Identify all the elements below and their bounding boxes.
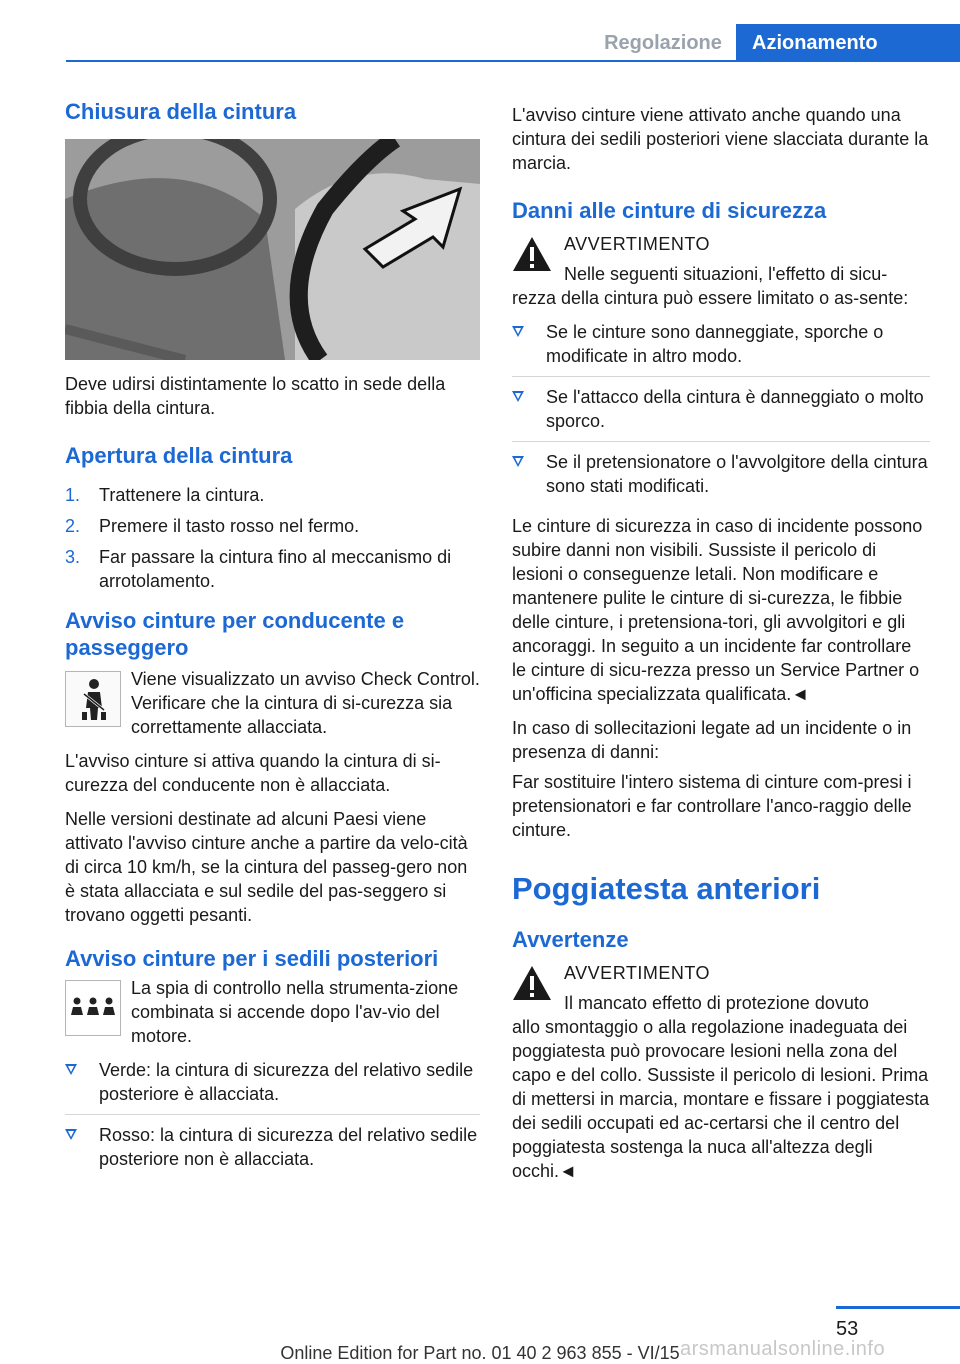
header-tab-regolazione[interactable]: Regolazione xyxy=(604,32,722,54)
right-column xyxy=(512,103,930,1193)
section-title-danni: Danni alle cinture di sicurezza xyxy=(512,198,827,223)
seatbelt-warning-text: Viene visualizzato un avviso Check Control. Verificare che la cintura di si-curezza sia correttamente allacciata. xyxy=(131,669,480,737)
step-text: Trattenere la cintura. xyxy=(99,485,265,505)
page-header xyxy=(0,0,960,60)
triangle-bullet-icon xyxy=(512,391,524,402)
seatbelt-photo xyxy=(65,139,480,360)
warning-block-danni xyxy=(512,232,930,286)
triangle-bullet-icon xyxy=(512,326,524,337)
seatbelt-illustration xyxy=(65,139,480,360)
paragraph-avviso-1: L'avviso cinture si attiva quando la cintura di si-curezza del conducente non è allacciata. xyxy=(65,751,441,795)
seatbelt-warning-block xyxy=(65,667,480,739)
list-item xyxy=(65,1058,480,1115)
rear-seat-status-list xyxy=(65,1058,480,1179)
list-item xyxy=(65,514,480,538)
bullet-text: Verde: la cintura di sicurezza del relativo sedile posteriore è allacciata. xyxy=(99,1060,474,1104)
paragraph-chiusura: Deve udirsi distintamente lo scatto in sede della fibbia della cintura. xyxy=(65,374,446,418)
list-item xyxy=(65,545,480,593)
paragraph-avviso-2: Nelle versioni destinate ad alcuni Paesi viene attivato l'avviso cinture anche a partire da velo-cità di circa 10 km/h, se la cintura del passeg-gero non è stata allacciata e sul sedile del pas-seggero si trovano oggetti pesanti. xyxy=(65,809,468,925)
header-rule xyxy=(66,60,960,62)
seatbelt-warning-icon xyxy=(65,671,121,727)
triangle-bullet-icon xyxy=(512,456,524,467)
rear-seat-occupants-icon xyxy=(65,980,121,1036)
watermark: arsmanualsonline.info xyxy=(680,1338,886,1360)
page-number: 53 xyxy=(836,1318,859,1340)
list-item xyxy=(65,483,480,507)
list-item xyxy=(512,385,930,442)
paragraph-danni-2: In caso di sollecitazioni legate ad un incidente o in presenza di danni: xyxy=(512,718,912,762)
rear-seat-warning-block xyxy=(65,976,480,1048)
edition-footer: Online Edition for Part no. 01 40 2 963 855 - VI/15 xyxy=(280,1343,680,1363)
triangle-bullet-icon xyxy=(65,1129,77,1140)
section-title-avviso-posteriori: Avviso cinture per i sedili posteriori xyxy=(65,946,439,971)
warning-text-rest: rezza della cintura può essere limitato o as-sente: xyxy=(512,288,909,308)
chapter-title-poggiatesta: Poggiatesta anteriori xyxy=(512,871,821,906)
warning-block-poggiatesta xyxy=(512,961,930,1015)
triangle-bullet-icon xyxy=(65,1064,77,1075)
list-item xyxy=(512,320,930,377)
warning-triangle-icon xyxy=(512,236,552,272)
step-text: Premere il tasto rosso nel fermo. xyxy=(99,516,360,536)
bullet-text: Se le cinture sono danneggiate, sporche o modificate in altro modo. xyxy=(546,322,884,366)
warning-triangle-icon xyxy=(512,965,552,1001)
paragraph-danni-3: Far sostituire l'intero sistema di cinture com-presi i pretensionatori e far controllare l'anco-raggio delle cinture. xyxy=(512,772,912,840)
list-item xyxy=(65,1123,480,1179)
left-column xyxy=(65,98,480,1187)
step-text: Far passare la cintura fino al meccanismo di arrotolamento. xyxy=(99,547,452,591)
steps-list xyxy=(65,483,480,593)
warning-text-first-line: Nelle seguenti situazioni, l'effetto di sicu- xyxy=(564,264,888,284)
footer-rule xyxy=(836,1306,960,1309)
section-title-apertura: Apertura della cintura xyxy=(65,443,293,468)
bullet-text: Se il pretensionatore o l'avvolgitore della cintura sono stati modificati. xyxy=(546,452,928,496)
warning-heading: AVVERTIMENTO xyxy=(564,963,711,983)
step-number: 3. xyxy=(65,547,81,567)
section-title-avviso-conducente: Avviso cinture per conducente e passeggero xyxy=(65,608,405,660)
step-number: 2. xyxy=(65,516,81,536)
warning-text-first-line: Il mancato effetto di protezione dovuto xyxy=(564,993,869,1013)
section-title-avvertenze: Avvertenze xyxy=(512,927,629,952)
bullet-text: Se l'attacco della cintura è danneggiato o molto sporco. xyxy=(546,387,924,431)
bullet-text: Rosso: la cintura di sicurezza del relativo sedile posteriore non è allacciata. xyxy=(99,1125,478,1169)
section-title-chiusura: Chiusura della cintura xyxy=(65,99,297,124)
belt-damage-list xyxy=(512,320,930,506)
rear-seat-warning-text: La spia di controllo nella strumenta-zione combinata si accende dopo l'av-vio del motore. xyxy=(131,978,459,1046)
warning-text-rest: allo smontaggio o alla regolazione inadeguata dei poggiatesta può provocare lesioni nella zona del capo e del collo. Sussiste il pericolo di lesioni. Prima di mettersi in marcia, montare e fissare i poggiatesta dei sedili occupati ed ac-certarsi che il centro del poggiatesta sostenga la nuca all'altezza degli occhi.◄ xyxy=(512,1017,930,1181)
step-number: 1. xyxy=(65,485,81,505)
paragraph-avviso-posteriori: L'avviso cinture viene attivato anche quando una cintura dei sedili posteriori viene slacciata durante la marcia. xyxy=(512,105,929,173)
list-item xyxy=(512,450,930,506)
paragraph-danni-1: Le cinture di sicurezza in caso di incidente possono subire danni non visibili. Sussiste il pericolo di lesioni o conseguenze letali. Non modificare e mantenere pulite le cinture di si-curezza, le fibbie delle cinture, i pretensiona-tori, gli avvolgitori e gli ancoraggi. In seguito a un incidente far controllare le cinture di sicu-rezza presso un Service Partner o un'officina specializzata qualificata.◄ xyxy=(512,516,923,704)
header-tab-azionamento[interactable]: Azionamento xyxy=(736,24,960,62)
warning-heading: AVVERTIMENTO xyxy=(564,234,711,254)
